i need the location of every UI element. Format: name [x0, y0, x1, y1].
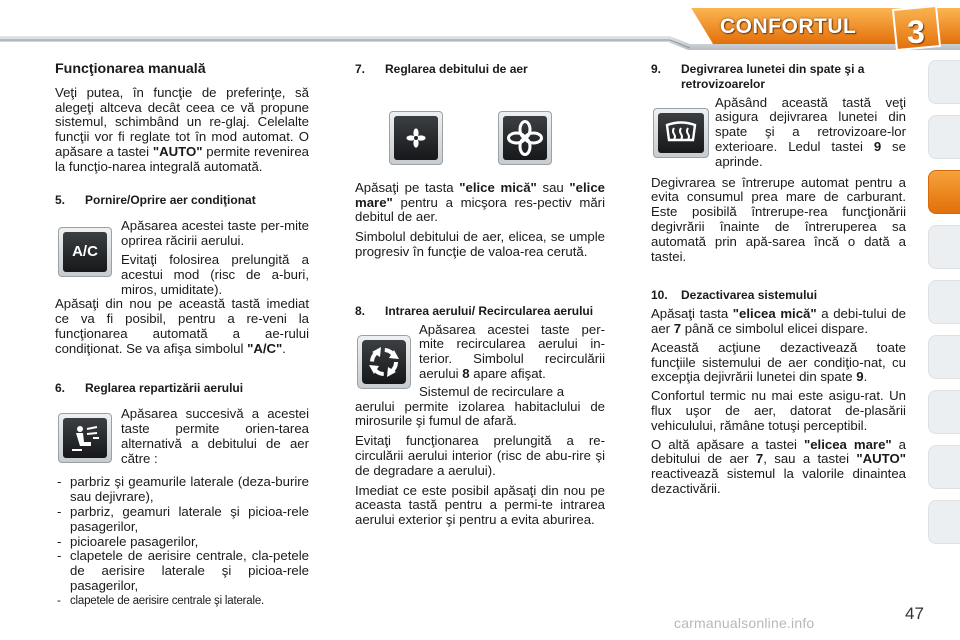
- section-5-text-1: Apăsarea acestei taste per-mite oprirea răcirii aerului.: [121, 218, 309, 249]
- chapter-tab-active[interactable]: [928, 170, 960, 214]
- section-10-heading: 10. Dezactivarea sistemului: [651, 288, 818, 303]
- chapter-tabs: [928, 60, 960, 620]
- list-item: - parbriz, geamuri laterale şi picioa-rele pasagerilor,: [55, 505, 309, 535]
- section-10-text-3: Confortul termic nu mai este asigu-rat. Un flux uşor de aer, datorat de-plasării vehiculului, rămâne totuşi perceptibil.: [651, 388, 906, 433]
- section-8-text-1: Apăsarea acestei taste per-mite recircularea aerului in-terior. Simbolul recirculării aerului 8 apare afişat.: [419, 321, 605, 381]
- section-9-text-2: Degivrarea se întrerupe automat pentru a evita consumul prea mare de carburant. Este posibilă întrerupe-rea funcţionării degivrării înainte de întreruperea sa automată prin apă-sarea încă o dată a tastei.: [651, 174, 906, 264]
- section-8-heading: 8. Intrarea aerului/ Recircularea aerului: [355, 303, 594, 318]
- section-8-text-2a: Sistemul de recirculare a: [419, 383, 565, 399]
- chapter-tab[interactable]: [928, 280, 960, 324]
- chapter-tab[interactable]: [928, 445, 960, 489]
- section-7-text-1: Apăsaţi pe tasta "elice mică" sau "elice mare" pentru a micşora res-pectiv mări debitul de aer.: [355, 179, 605, 225]
- ac-button-icon: A/C: [58, 227, 112, 277]
- list-item: - clapetele de aerisire centrale şi laterale.: [55, 594, 309, 609]
- section-7-text-2: Simbolul debitului de aer, elicea, se umple progresiv în funcţie de valoa-rea cerută.: [355, 229, 605, 259]
- section-10-text-2: Această acţiune dezactivează toate funcţiile sistemului de aer condiţio-nat, cu excepţia dejivrării lunetei din spate 9.: [651, 339, 906, 385]
- chapter-title: CONFORTUL: [720, 15, 857, 38]
- chapter-tab[interactable]: [928, 335, 960, 379]
- section-7-heading: 7. Reglarea debitului de aer: [355, 62, 528, 76]
- section-10-text-1: Apăsaţi tasta "elicea mică" a debi-tului de aer 7 până ce simbolul elicei dispare.: [651, 306, 906, 336]
- column-middle: [355, 62, 605, 528]
- watermark: carmanualsonline.info: [674, 615, 815, 631]
- page-number: 47: [905, 604, 924, 623]
- section-6-text: Apăsarea succesivă a acestei taste permite orien-tarea alternativă a debitului de aer către :: [121, 406, 309, 466]
- section-9-heading: 9. Degivrarea lunetei din spate şi a retrovizoarelor: [651, 62, 865, 91]
- intro-paragraph: Veţi putea, în funcţie de preferinţe, să alegeţi altceva decât ceea ce vă propune sistemul, schimbând un re-glaj. Celelalte funcţii vor fi reglate tot în mod automat. O apăsare a tastei "AUTO" permite revenirea la funcţio-narea integrală automată.: [55, 84, 309, 174]
- chapter-tab[interactable]: [928, 115, 960, 159]
- recirculation-icon[interactable]: [357, 335, 411, 389]
- column-right: [651, 62, 906, 497]
- section-5-text-3: Apăsaţi din nou pe această tastă imediat ce va fi posibil, pentru a re-veni la funcţionarea automată a ae-rului condiţionat. Se va afişa simbolul "A/C".: [55, 296, 309, 356]
- section-10-text-4: O altă apăsare a tastei "elicea mare" a debitului de aer 7, sau a tastei "AUTO" reactivează sistemul la valorile dinaintea dezactivării.: [651, 436, 906, 496]
- section-5-text-2: Evitaţi folosirea prelungită a acestui mod (risc de a-buri, miros, umiditate).: [121, 251, 309, 297]
- chapter-number: 3: [907, 14, 925, 50]
- chapter-tab[interactable]: [928, 390, 960, 434]
- list-item: - picioarele pasagerilor,: [55, 535, 309, 550]
- section-5-heading: 5. Pornire/Oprire aer condiţionat: [55, 192, 256, 207]
- section-8-text-2: aerului permite izolarea habitaclului de mirosurile şi fumul de afară.: [355, 398, 605, 429]
- section-title: Funcţionarea manuală: [55, 61, 206, 77]
- section-8-text-3: Evitaţi funcţionarea prelungită a re-circulării aerului interior (risc de abu-rire şi de degradare a aerului).: [355, 433, 605, 478]
- air-distribution-icon: [58, 413, 112, 463]
- small-fan-icon[interactable]: [389, 111, 443, 165]
- chapter-tab[interactable]: [928, 60, 960, 104]
- large-fan-icon[interactable]: [498, 111, 552, 165]
- list-item: - clapetele de aerisire centrale, cla-petele de aerisire laterale şi picioa-rele pasagerilor,: [55, 549, 309, 593]
- section-9-text-1: Apăsând această tastă veţi asigura dejivrarea lunetei din spate şi a retrovizoare-lor exterioare. Ledul tastei 9 se aprinde.: [715, 94, 906, 169]
- rear-defrost-icon[interactable]: [653, 108, 709, 158]
- chapter-tab[interactable]: [928, 500, 960, 544]
- section-8-text-4: Imediat ce este posibil apăsaţi din nou pe aceasta tastă pentru a permi-te intrarea aerului exterior şi pentru a evita aburirea.: [355, 482, 605, 528]
- list-item: - parbriz şi geamurile laterale (deza-burire sau dejivrare),: [55, 475, 309, 505]
- column-left: [55, 62, 309, 609]
- section-6-heading: 6. Reglarea repartizării aerului: [55, 380, 244, 395]
- chapter-tab[interactable]: [928, 225, 960, 269]
- distribution-list: [55, 475, 309, 608]
